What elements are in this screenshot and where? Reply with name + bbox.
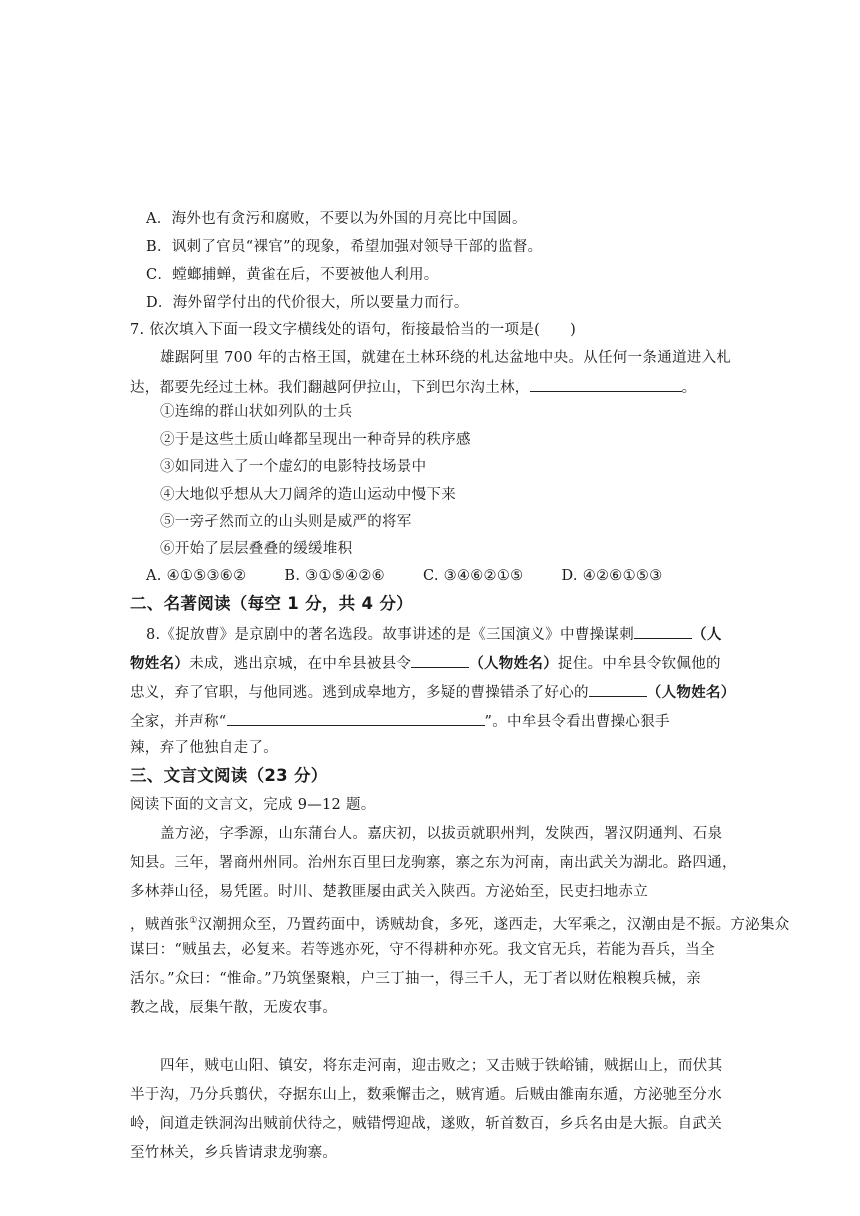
q7-passage-text: 达，都要先经过土林。我们翻越阿伊拉山，下到巴尔沟土林， (130, 380, 530, 396)
fill-blank[interactable] (227, 710, 485, 726)
q7-passage-line (130, 376, 696, 398)
fill-blank[interactable] (634, 623, 692, 639)
footnote-marker: ① (189, 916, 198, 926)
q8-text: 忠义，弃了官职，与他同逃。逃到成皋地方，多疑的曹操错杀了好心的 (130, 685, 589, 701)
classical-text-line: 谋曰：“贼虽去，必复来。若等逃亦死，守不得耕种亦死。我文官无兵，若能为吾兵，当全 (130, 942, 715, 958)
q7-choice-c: C. ③④⑥②①⑤ (422, 568, 524, 584)
section-heading: 三、文言文阅读（23 分） (130, 766, 328, 785)
q7-stem-suffix: ) (570, 322, 577, 338)
q8-text: 8.《捉放曹》是京剧中的著名选段。故事讲述的是《三国演义》中曹操谋刺 (146, 627, 635, 643)
classical-text-line: 岭，间道走铁洞沟出贼前伏待之，贼错愕迎战，遂败，斩首数百，乡兵名由是大振。自武关 (130, 1116, 722, 1132)
classical-text-line: 知县。三年，署商州州同。治州东百里曰龙驹寨，寨之东为河南，南出武关为湖北。路四通， (130, 855, 737, 871)
q7-item: ②于是这些土质山峰都呈现出一种奇异的秩序感 (160, 432, 471, 448)
classical-text-line: 至竹林关，乡兵皆请隶龙驹寨。 (130, 1145, 338, 1161)
q8-hint: （人物姓名） (469, 656, 559, 672)
fill-blank[interactable] (530, 376, 682, 392)
q7-item: ③如同进入了一个虚幻的电影特技场景中 (160, 459, 427, 475)
section-heading: 二、名著阅读（每空 1 分，共 4 分） (130, 594, 413, 613)
q7-item: ④大地似乎想从大刀阔斧的造山运动中慢下来 (160, 487, 456, 503)
q8-hint: （人 (692, 627, 722, 643)
classical-text-line: 半于沟，乃分兵翦伏，夺据东山上，数乘懈击之，贼宵遁。后贼由雒南东遁，方泌驰至分水 (130, 1087, 722, 1103)
q7-passage-line: 雄踞阿里 700 年的古格王国，就建在土林环绕的札达盆地中央。从任何一条通道进入札 (160, 350, 732, 366)
section-intro: 阅读下面的文言文，完成 9—12 题。 (130, 797, 376, 813)
classical-text-line: 活尔。”众曰：“惟命。”乃筑堡聚粮，户三丁抽一，得三千人，无丁者以财佐粮糗兵械，亲 (130, 971, 702, 987)
classical-text-line: 盖方泌，字季源，山东蒲台人。嘉庆初，以拔贡就职州判，发陕西，署汉阴通判、石泉 (160, 826, 723, 842)
q7-stem (130, 320, 576, 340)
q8-hint: （人物姓名） (646, 685, 736, 701)
classical-text-line: 多林莽山径，易凭匿。时川、楚教匪屡由武关入陕西。方泌始至，民吏扫地赤立 (130, 884, 648, 900)
q8-line (130, 652, 721, 674)
q6-option-a: A．海外也有贪污和腐败，不要以为外国的月亮比中国圆。 (146, 211, 527, 227)
q8-line (146, 623, 722, 645)
q7-stem-prefix: 7. 依次填入下面一段文字横线处的语句，衔接最恰当的一项是( (130, 322, 541, 338)
q7-item: ⑤一旁孑然而立的山头则是威严的将军 (160, 514, 412, 530)
q8-text: ”。中牟县令看出曹操心狠手 (484, 714, 670, 730)
q6-option-c: C．螳螂捕蝉，黄雀在后，不要被他人利用。 (146, 267, 439, 283)
q6-option-b: B．讽刺了官员“裸官”的现象，希望加强对领导干部的监督。 (146, 239, 543, 255)
q7-choice-d: D. ④②⑥①⑤③ (561, 568, 663, 584)
q7-item: ⑥开始了层层叠叠的缓缓堆积 (160, 541, 353, 557)
q8-text: 未成，逃出京城，在中牟县被县令 (189, 656, 412, 672)
q7-choices (146, 566, 701, 586)
q7-choice-b: B. ③①⑤④②⑥ (284, 568, 385, 584)
q7-choice-a: A. ④①⑤③⑥② (146, 568, 247, 584)
q8-text: 捉住。中牟县令钦佩他的 (558, 656, 721, 672)
q8-hint: 物姓名） (130, 656, 190, 672)
q8-text: 全家，并声称“ (130, 714, 227, 730)
classical-text-line: 四年，贼屯山阳、镇安，将东走河南，迎击败之；又击贼于铁峪铺，贼据山上，而伏其 (160, 1058, 723, 1074)
classical-text-line (130, 911, 790, 935)
q8-line (130, 710, 670, 732)
classical-text: ，贼酋张 (130, 916, 190, 933)
q8-line: 辣，弃了他独自走了。 (130, 740, 278, 756)
fill-blank[interactable] (589, 681, 647, 697)
q8-line (130, 681, 736, 703)
classical-text-line: 教之战，辰集午散，无废农事。 (130, 1000, 338, 1016)
classical-text: 汉潮拥众至，乃置药面中，诱贼劫食，多死，遂西走，大军乘之，汉潮由是不振。方泌集众 (197, 916, 790, 933)
q6-option-d: D．海外留学付出的代价很大，所以要量力而行。 (146, 295, 469, 311)
q7-item: ①连绵的群山状如列队的士兵 (160, 404, 353, 420)
fill-blank[interactable] (411, 652, 469, 668)
q7-passage-end: 。 (681, 380, 697, 396)
